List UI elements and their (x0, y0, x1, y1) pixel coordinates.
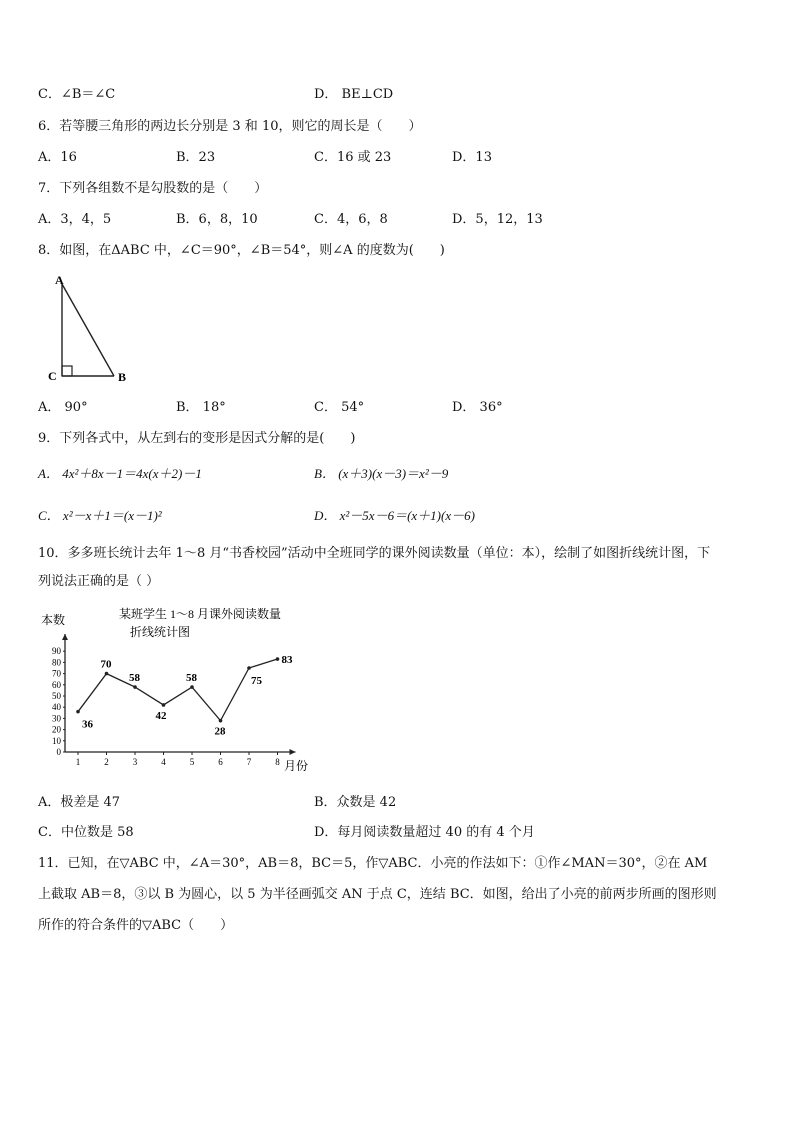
chart-point (162, 703, 166, 707)
q8-option-d: D． 36° (452, 400, 503, 415)
chart-y-tick-label: 70 (52, 668, 61, 679)
q6-stem: 6．若等腰三角形的两边长分别是 3 和 10，则它的周长是（ ） (38, 119, 422, 134)
chart-x-axis-arrow (290, 749, 296, 755)
q8-option-c: C． 54° (314, 400, 365, 415)
chart-y-axis-arrow (62, 634, 68, 640)
chart-x-tick-label: 6 (218, 757, 223, 767)
chart-point (190, 685, 194, 689)
chart-x-tick-label: 2 (104, 757, 109, 767)
q6-option-b: B．23 (176, 150, 216, 165)
q8-vertex-a: A (55, 273, 64, 287)
q8-vertex-c: C (48, 369, 57, 383)
chart-y-tick-label: 20 (52, 724, 61, 735)
q10-option-d: D．每月阅读数量超过 40 的有 4 个月 (314, 825, 535, 840)
q6-option-a: A．16 (38, 150, 77, 165)
chart-data-label: 83 (281, 654, 293, 667)
chart-x-tick-label: 3 (132, 757, 138, 767)
chart-y-tick-label: 40 (52, 702, 61, 713)
chart-point (247, 666, 251, 670)
q10-option-b: B．众数是 42 (314, 795, 397, 810)
q7-option-b: B．6，8，10 (176, 212, 258, 227)
chart-xlabel: 月份 (284, 759, 309, 773)
q8-vertex-b: B (118, 370, 127, 384)
chart-point (105, 672, 109, 676)
chart-x-tick-label: 8 (275, 757, 280, 767)
chart-x-tick-label: 7 (246, 757, 252, 767)
chart-x-tick-label: 5 (189, 757, 195, 767)
chart-point (133, 685, 137, 689)
chart-title: 某班学生 1～8 月课外阅读数量 (118, 607, 282, 621)
chart-point (76, 710, 80, 714)
chart-y-tick-label: 50 (52, 691, 61, 701)
chart-data-label: 42 (155, 709, 167, 722)
q9-option-a: A． 4x²＋8x－1＝4x(x＋2)－1 (38, 466, 202, 481)
chart-data-label: 58 (129, 672, 140, 685)
q5-option-d: D． BE⊥CD (314, 87, 394, 102)
q10-stem-line1: 10．多多班长统计去年 1～8 月“书香校园”活动中全班同学的课外阅读数量（单位：本），绘制了如图折线统计图，下 (38, 546, 711, 561)
q10-stem-line2: 列说法正确的是（ ） (38, 574, 160, 589)
q9-option-b: B． (x＋3)(x－3)＝x²－9 (314, 466, 449, 481)
q7-option-c: C．4，6，8 (314, 212, 388, 227)
q7-option-a: A．3，4，5 (38, 212, 112, 227)
chart-y-tick-label: 30 (52, 713, 61, 724)
chart-x-tick-label: 4 (161, 757, 166, 767)
q9-option-d: D． x²－5x－6＝(x＋1)(x－6) (314, 508, 475, 523)
q8-option-a: A． 90° (38, 400, 88, 415)
chart-subtitle: 折线统计图 (129, 625, 191, 639)
chart-ylabel: 本数 (41, 613, 66, 627)
chart-y-tick-label: 60 (52, 679, 61, 690)
chart-data-label: 28 (214, 725, 226, 738)
q10-option-a: A．极差是 47 (38, 795, 121, 810)
q11-line2: 上截取 AB＝8，③以 B 为圆心，以 5 为半径画弧交 AN 于点 C，连结 BC．如图，给出了小亮的前两步所画的图形则 (38, 887, 717, 902)
chart-point (219, 719, 223, 723)
q7-stem: 7．下列各组数不是勾股数的是（ ） (38, 181, 268, 196)
q8-option-b: B． 18° (176, 400, 226, 415)
q6-option-c: C．16 或 23 (314, 150, 392, 165)
chart-y-tick-label: 90 (52, 646, 61, 657)
chart-y-tick-label: 10 (52, 735, 61, 746)
chart-data-label: 75 (251, 675, 262, 687)
chart-y-tick-label: 0 (56, 747, 61, 757)
chart-point (276, 657, 280, 661)
q8-stem: 8．如图，在ΔABC 中，∠C＝90°，∠B＝54°，则∠A 的度数为( ) (38, 243, 445, 258)
q11-line1: 11．已知，在▽ABC 中，∠A＝30°，AB＝8，BC＝5，作▽ABC．小亮的作法如下：①作∠MAN＝30°，②在 AM (38, 856, 708, 871)
chart-data-label: 36 (82, 718, 93, 731)
q11-line3: 所作的符合条件的▽ABC（ ） (38, 918, 234, 933)
q8-triangle-figure (44, 270, 144, 386)
q7-option-d: D．5，12，13 (452, 212, 543, 227)
chart-y-tick-label: 80 (52, 657, 61, 668)
q6-option-d: D．13 (452, 150, 492, 165)
chart-data-label: 58 (186, 672, 197, 685)
q9-option-c: C． x²－x＋1＝(x－1)² (38, 508, 162, 523)
q10-line-chart (38, 604, 318, 776)
q10-option-c: C．中位数是 58 (38, 825, 134, 840)
q5-option-c: C．∠B＝∠C (38, 87, 116, 102)
chart-data-label: 70 (100, 658, 112, 671)
q9-stem: 9．下列各式中，从左到右的变形是因式分解的是( ) (38, 431, 356, 446)
chart-x-tick-label: 1 (75, 757, 81, 767)
